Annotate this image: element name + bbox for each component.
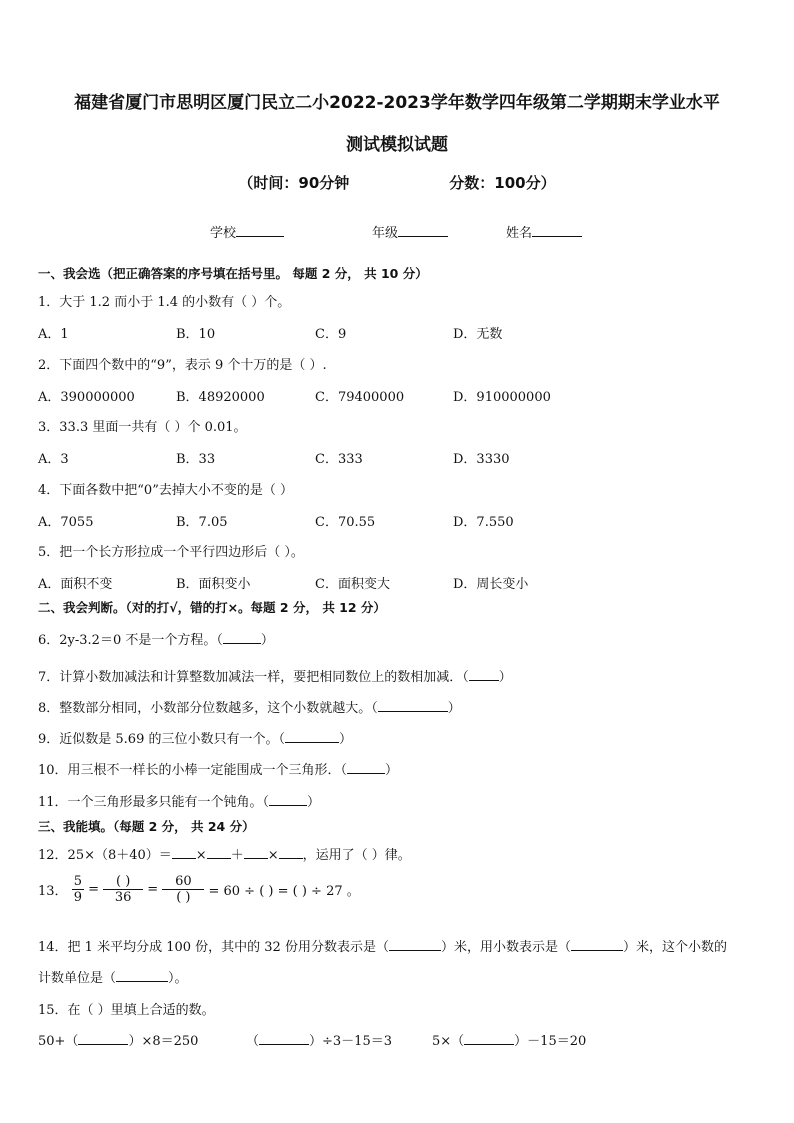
q6-close: ） xyxy=(260,633,274,648)
exam-title-line2: 测试模拟试题 xyxy=(346,135,448,155)
q11-answer-blank[interactable] xyxy=(269,792,307,806)
q1-option-a[interactable]: A．1 xyxy=(38,327,69,342)
q3-option-d[interactable]: D．3330 xyxy=(453,452,510,467)
q12-blank-2[interactable] xyxy=(207,845,231,859)
q12-end: ，运用了（ ）律。 xyxy=(302,848,411,863)
q6-answer-blank[interactable] xyxy=(223,630,261,644)
q10-answer-blank[interactable] xyxy=(347,760,385,774)
q14-blank-decimal[interactable] xyxy=(571,937,623,951)
q1-option-b[interactable]: B．10 xyxy=(176,327,216,342)
q12-expression: 12．25×（8＋40）＝ xyxy=(38,848,172,863)
q15-equation-2 xyxy=(246,1030,392,1049)
q12-plus: ＋ xyxy=(230,848,244,863)
q9-close: ） xyxy=(338,732,352,747)
q15-eq2-blank[interactable] xyxy=(259,1031,309,1045)
q14-blank-fraction[interactable] xyxy=(389,937,441,951)
q15-eq1-left: 50+（ xyxy=(38,1034,79,1049)
exam-title-line1: 福建省厦门市思明区厦门民立二小2022-2023学年数学四年级第二学期期末学业水平 xyxy=(74,93,720,113)
q14-blank-unit[interactable] xyxy=(116,968,168,982)
question-11 xyxy=(38,791,320,810)
q7-close: ） xyxy=(498,670,512,685)
question-4: 4．下面各数中把“0”去掉大小不变的是（ ） xyxy=(38,483,293,498)
q4-option-b[interactable]: B．7.05 xyxy=(176,515,228,530)
q12-times-2: × xyxy=(267,848,279,863)
question-5: 5．把一个长方形拉成一个平行四边形后（ ）。 xyxy=(38,545,304,560)
question-12 xyxy=(38,844,411,863)
grade-label: 年级 xyxy=(372,226,399,241)
school-blank[interactable] xyxy=(236,222,284,237)
q1-option-c[interactable]: C．9 xyxy=(315,327,347,342)
q13-fraction-3 xyxy=(162,874,204,905)
q3-option-c[interactable]: C．333 xyxy=(315,452,363,467)
q9-answer-blank[interactable] xyxy=(285,729,339,743)
q2-option-a[interactable]: A．390000000 xyxy=(38,390,135,405)
q15-eq2-left: （ xyxy=(246,1034,260,1049)
q4-option-a[interactable]: A．7055 xyxy=(38,515,94,530)
q5-option-a[interactable]: A．面积不变 xyxy=(38,577,113,592)
q5-option-d[interactable]: D．周长变小 xyxy=(453,577,529,592)
q13-denominator-2: 36 xyxy=(114,890,132,905)
q13-numerator-3: 60 xyxy=(162,874,204,890)
score-label: 分数：100分） xyxy=(449,174,556,192)
q12-times-1: × xyxy=(195,848,207,863)
question-9 xyxy=(38,728,352,747)
q11-text: 11．一个三角形最多只能有一个钝角。（ xyxy=(38,795,270,810)
q13-denominator-1: 9 xyxy=(73,890,82,905)
q15-eq2-right: ）÷3－15＝3 xyxy=(309,1034,392,1049)
q1-option-d[interactable]: D．无数 xyxy=(453,327,503,342)
q3-option-a[interactable]: A．3 xyxy=(38,452,69,467)
q8-close: ） xyxy=(447,701,461,716)
question-14-line2 xyxy=(38,967,188,986)
exam-time-score xyxy=(0,172,794,193)
q14-part-c: ）米，这个小数的 xyxy=(622,940,727,955)
name-blank[interactable] xyxy=(532,222,582,237)
q6-text: 6．2y-3.2＝0 不是一个方程。（ xyxy=(38,633,223,648)
q10-close: ） xyxy=(385,763,399,778)
q7-text: 7．计算小数加减法和计算整数加减法一样，要把相同数位上的数相加减．（ xyxy=(38,670,469,685)
q2-option-c[interactable]: C．79400000 xyxy=(315,390,405,405)
q4-option-d[interactable]: D．7.550 xyxy=(453,515,514,530)
q14-part-a: 14．把 1 米平均分成 100 份，其中的 32 份用分数表示是（ xyxy=(38,940,389,955)
school-field xyxy=(210,222,284,241)
q5-option-b[interactable]: B．面积变小 xyxy=(176,577,251,592)
question-2: 2．下面四个数中的“9”，表示 9 个十万的是（ ）. xyxy=(38,358,327,373)
q13-numerator-1: 5 xyxy=(73,874,82,889)
q12-blank-4[interactable] xyxy=(279,845,303,859)
q3-option-b[interactable]: B．33 xyxy=(176,452,216,467)
q13-numerator-2[interactable]: ( ) xyxy=(103,874,143,890)
q15-eq3-left: 5×（ xyxy=(432,1034,465,1049)
school-label: 学校 xyxy=(210,226,237,241)
question-8 xyxy=(38,697,461,716)
question-10 xyxy=(38,759,398,778)
q13-label: 13． xyxy=(38,884,68,899)
q11-close: ） xyxy=(307,795,321,810)
question-7 xyxy=(38,666,512,685)
q14-part-b: ）米，用小数表示是（ xyxy=(440,940,571,955)
section-1-heading: 一、我会选（把正确答案的序号填在括号里。 每题 2 分， 共 10 分） xyxy=(38,266,428,281)
q4-option-c[interactable]: C．70.55 xyxy=(315,515,376,530)
q15-eq1-right: ）×8＝250 xyxy=(128,1034,199,1049)
q15-eq3-right: ）－15＝20 xyxy=(514,1034,587,1049)
section-3-heading: 三、我能填。（每题 2 分， 共 24 分） xyxy=(38,819,255,834)
q10-text: 10．用三根不一样长的小棒一定能围成一个三角形．（ xyxy=(38,763,348,778)
q5-option-c[interactable]: C．面积变大 xyxy=(315,577,390,592)
q8-text: 8．整数部分相同，小数部分位数越多，这个小数就越大。（ xyxy=(38,701,378,716)
q13-tail: = 60 ÷ ( ) = ( ) ÷ 27 。 xyxy=(208,884,360,899)
q12-blank-1[interactable] xyxy=(172,845,196,859)
q9-text: 9．近似数是 5.69 的三位小数只有一个。（ xyxy=(38,732,285,747)
grade-field xyxy=(372,222,448,241)
q8-answer-blank[interactable] xyxy=(378,698,448,712)
q15-equation-1 xyxy=(38,1030,198,1049)
name-label: 姓名 xyxy=(506,226,533,241)
section-2-heading: 二、我会判断。（对的打√，错的打×。每题 2 分， 共 12 分） xyxy=(38,600,386,615)
q13-equals-2: = xyxy=(147,882,159,897)
name-field xyxy=(506,222,582,241)
q15-eq1-blank[interactable] xyxy=(78,1031,128,1045)
time-label: （时间：90分钟 xyxy=(238,174,350,192)
q12-blank-3[interactable] xyxy=(244,845,268,859)
question-6 xyxy=(38,629,274,648)
grade-blank[interactable] xyxy=(398,222,448,237)
q14-part-e: ）。 xyxy=(168,971,188,986)
q15-equation-3 xyxy=(432,1030,586,1049)
q7-answer-blank[interactable] xyxy=(469,667,499,681)
q13-denominator-3[interactable]: ( ) xyxy=(176,890,191,905)
question-13 xyxy=(38,874,360,905)
question-1: 1．大于 1.2 而小于 1.4 的小数有（ ）个。 xyxy=(38,295,291,310)
q13-equals-1: = xyxy=(88,882,100,897)
q14-part-d: 计数单位是（ xyxy=(38,971,117,986)
question-15: 15．在（ ）里填上合适的数。 xyxy=(38,1003,215,1018)
q13-fraction-2 xyxy=(103,874,143,905)
question-14-line1 xyxy=(38,936,727,955)
q2-option-d[interactable]: D．910000000 xyxy=(453,390,551,405)
q2-option-b[interactable]: B．48920000 xyxy=(176,390,265,405)
q13-fraction-1 xyxy=(72,874,84,905)
question-3: 3．33.3 里面一共有（ ）个 0.01。 xyxy=(38,420,247,435)
q15-eq3-blank[interactable] xyxy=(464,1031,514,1045)
